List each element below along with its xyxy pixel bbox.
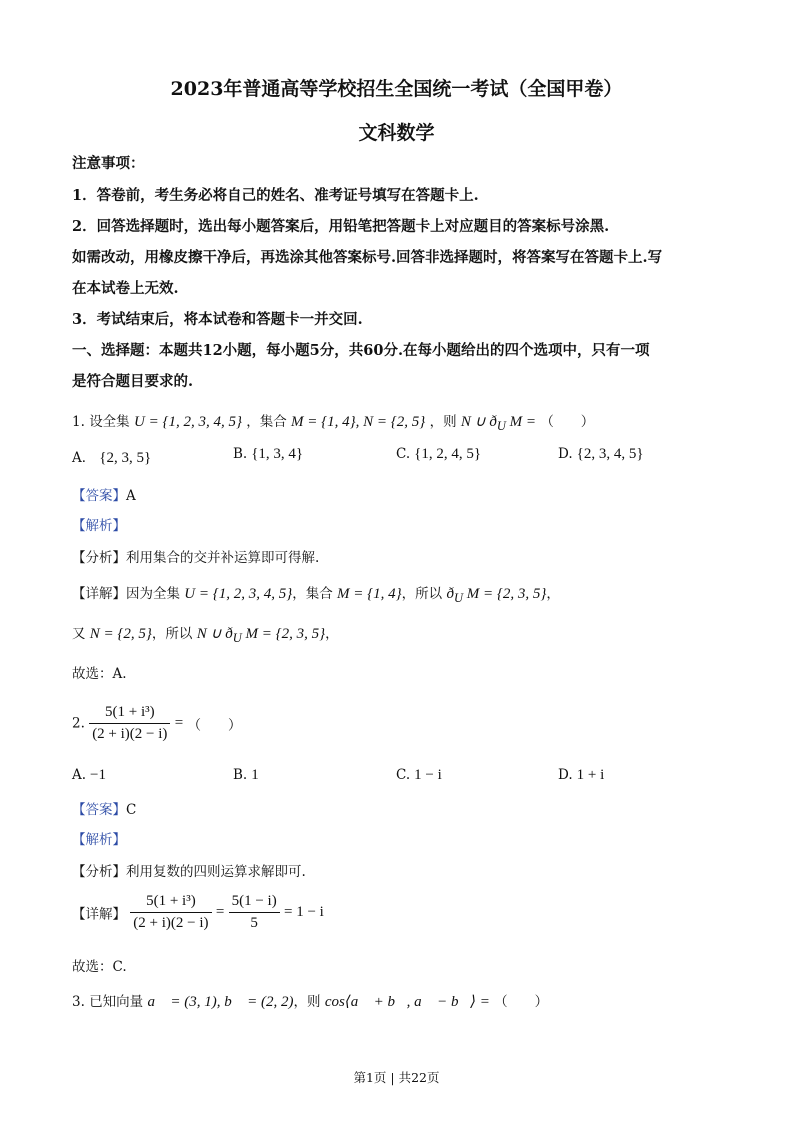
fraction-denominator: (2 + i)(2 − i)	[133, 915, 209, 931]
math-expression: U = {1, 2, 3, 4, 5}	[133, 414, 242, 430]
detail-text: ，所以	[151, 626, 193, 642]
option-value: 1	[251, 767, 259, 783]
fraction-denominator: 5	[250, 915, 258, 931]
fenxi-text: 利用复数的四则运算求解即可.	[126, 864, 306, 880]
section-heading-line-2: 是符合题目要求的.	[72, 373, 194, 390]
detail-text: ，所以	[401, 586, 443, 602]
option-value: {1, 2, 4, 5}	[414, 446, 482, 462]
question-3-stem	[72, 990, 548, 1011]
notice-item-1: 1．答卷前，考生务必将自己的姓名、准考证号填写在答题卡上.	[72, 187, 479, 204]
math-expression: cos⟨a⃗ + b⃗, a⃗ − b⃗⟩ =	[324, 994, 490, 1010]
fenxi-text: 利用集合的交并补运算即可得解.	[126, 550, 320, 566]
option-value: {1, 3, 4}	[251, 446, 304, 462]
equals-sign: =	[215, 904, 225, 920]
detail-line-2	[72, 622, 339, 646]
option-b	[233, 446, 303, 463]
fenxi-tag: 【分析】	[72, 864, 126, 880]
answer-line	[72, 798, 136, 818]
fenxi-line	[72, 860, 306, 880]
option-label: A．	[72, 450, 96, 466]
detail-text: ，集合	[292, 586, 333, 602]
answer-value: A	[126, 488, 136, 504]
option-value: −1	[90, 767, 107, 783]
answer-blank: （ ）	[540, 414, 595, 430]
option-label: C.	[396, 767, 411, 783]
answer-blank: （ ）	[187, 717, 242, 734]
option-label: C.	[396, 446, 411, 462]
page-title: 2023年普通高等学校招生全国统一考试（全国甲卷）	[170, 78, 623, 100]
option-value: 1 − i	[414, 767, 442, 783]
question-text: 设全集	[89, 414, 130, 430]
math-expression	[196, 626, 326, 645]
answer-tag: 【答案】	[72, 802, 126, 818]
fenxi-tag: 【分析】	[72, 550, 126, 566]
notice-item-2: 2．回答选择题时，选出每小题答案后，用铅笔把答题卡上对应题目的答案标号涂黑.	[72, 218, 610, 235]
fraction	[130, 893, 211, 932]
notice-item-2-cont-2: 在本试卷上无效.	[72, 280, 179, 297]
option-c	[396, 446, 481, 463]
fraction	[89, 704, 170, 743]
option-label: D.	[558, 767, 573, 783]
detail-line	[72, 893, 324, 932]
math-subscript: U	[496, 419, 506, 433]
fenxi-line	[72, 546, 319, 566]
fraction-numerator: 5(1 + i³)	[130, 893, 211, 913]
question-text: ，则	[293, 994, 321, 1010]
math-part: M =	[509, 414, 537, 430]
page-subtitle: 文科数学	[358, 122, 435, 144]
equals-sign: =	[174, 715, 184, 731]
question-number: 1.	[72, 414, 85, 430]
detail-tag: 【详解】	[72, 906, 126, 923]
option-c	[396, 767, 442, 784]
math-part: N ∪ ð	[460, 414, 497, 430]
fraction	[229, 893, 280, 932]
detail-line-1	[72, 582, 560, 606]
math-expression	[446, 586, 547, 605]
analysis-line	[72, 828, 126, 848]
option-label: B.	[233, 767, 248, 783]
fraction-denominator: (2 + i)(2 − i)	[92, 726, 168, 742]
math-part: M = {2, 3, 5}	[466, 586, 547, 602]
option-d	[558, 446, 644, 463]
fraction-numerator: 5(1 − i)	[229, 893, 280, 913]
math-part: N ∪ ð	[196, 626, 233, 642]
option-value: 1 + i	[576, 767, 605, 783]
notice-item-2-cont-1: 如需改动，用橡皮擦干净后，再选涂其他答案标号.回答非选择题时，将答案写在答题卡上.写	[72, 249, 663, 266]
option-a	[72, 446, 151, 467]
detail-text: 因为全集	[126, 586, 180, 602]
math-expression: M = {1, 4}, N = {2, 5}	[291, 414, 426, 430]
option-d	[558, 767, 604, 784]
analysis-tag: 【解析】	[72, 518, 126, 534]
option-label: B.	[233, 446, 248, 462]
page-footer: 第1页 | 共22页	[353, 1070, 440, 1085]
detail-tag: 【详解】	[72, 586, 126, 602]
question-text: 已知向量	[89, 994, 144, 1010]
math-expression: M = {1, 4}	[337, 586, 402, 602]
choose-line: 故选：A.	[72, 666, 127, 682]
answer-blank: （ ）	[494, 994, 549, 1010]
question-number: 3.	[72, 994, 85, 1010]
option-value: {2, 3, 5}	[99, 450, 152, 466]
analysis-tag: 【解析】	[72, 832, 126, 848]
option-b	[233, 767, 259, 784]
math-expression: U = {1, 2, 3, 4, 5}	[184, 586, 293, 602]
answer-value: C	[126, 802, 137, 818]
math-expression: N = {2, 5}	[89, 626, 152, 642]
question-text: ，集合	[246, 414, 287, 430]
math-part: M = {2, 3, 5}	[245, 626, 326, 642]
answer-tag: 【答案】	[72, 488, 126, 504]
option-a	[72, 767, 106, 784]
detail-text: ，	[325, 626, 339, 642]
notice-heading: 注意事项：	[72, 155, 145, 172]
analysis-line	[72, 514, 126, 534]
math-subscript: U	[453, 591, 463, 605]
question-number: 2.	[72, 715, 85, 732]
detail-text: ，	[546, 586, 560, 602]
choose-line: 故选：C.	[72, 959, 127, 975]
option-value: {2, 3, 4, 5}	[576, 446, 644, 462]
math-expression: a⃗ = (3, 1), b⃗ = (2, 2)	[147, 994, 294, 1010]
option-label: A.	[72, 767, 87, 783]
math-expression	[460, 414, 537, 433]
question-text: ，则	[429, 414, 457, 430]
answer-line	[72, 484, 136, 504]
section-heading-line-1: 一、选择题：本题共12小题，每小题5分，共60分.在每小题给出的四个选项中，只有一项	[72, 342, 650, 359]
fraction-numerator: 5(1 + i³)	[89, 704, 170, 724]
question-1-stem	[72, 410, 594, 434]
result: = 1 − i	[284, 904, 324, 920]
option-label: D.	[558, 446, 573, 462]
math-part: ð	[446, 586, 454, 602]
notice-item-3: 3．考试结束后，将本试卷和答题卡一并交回.	[72, 311, 363, 328]
math-subscript: U	[232, 631, 242, 645]
question-2-stem	[72, 704, 241, 743]
detail-text: 又	[72, 626, 86, 642]
